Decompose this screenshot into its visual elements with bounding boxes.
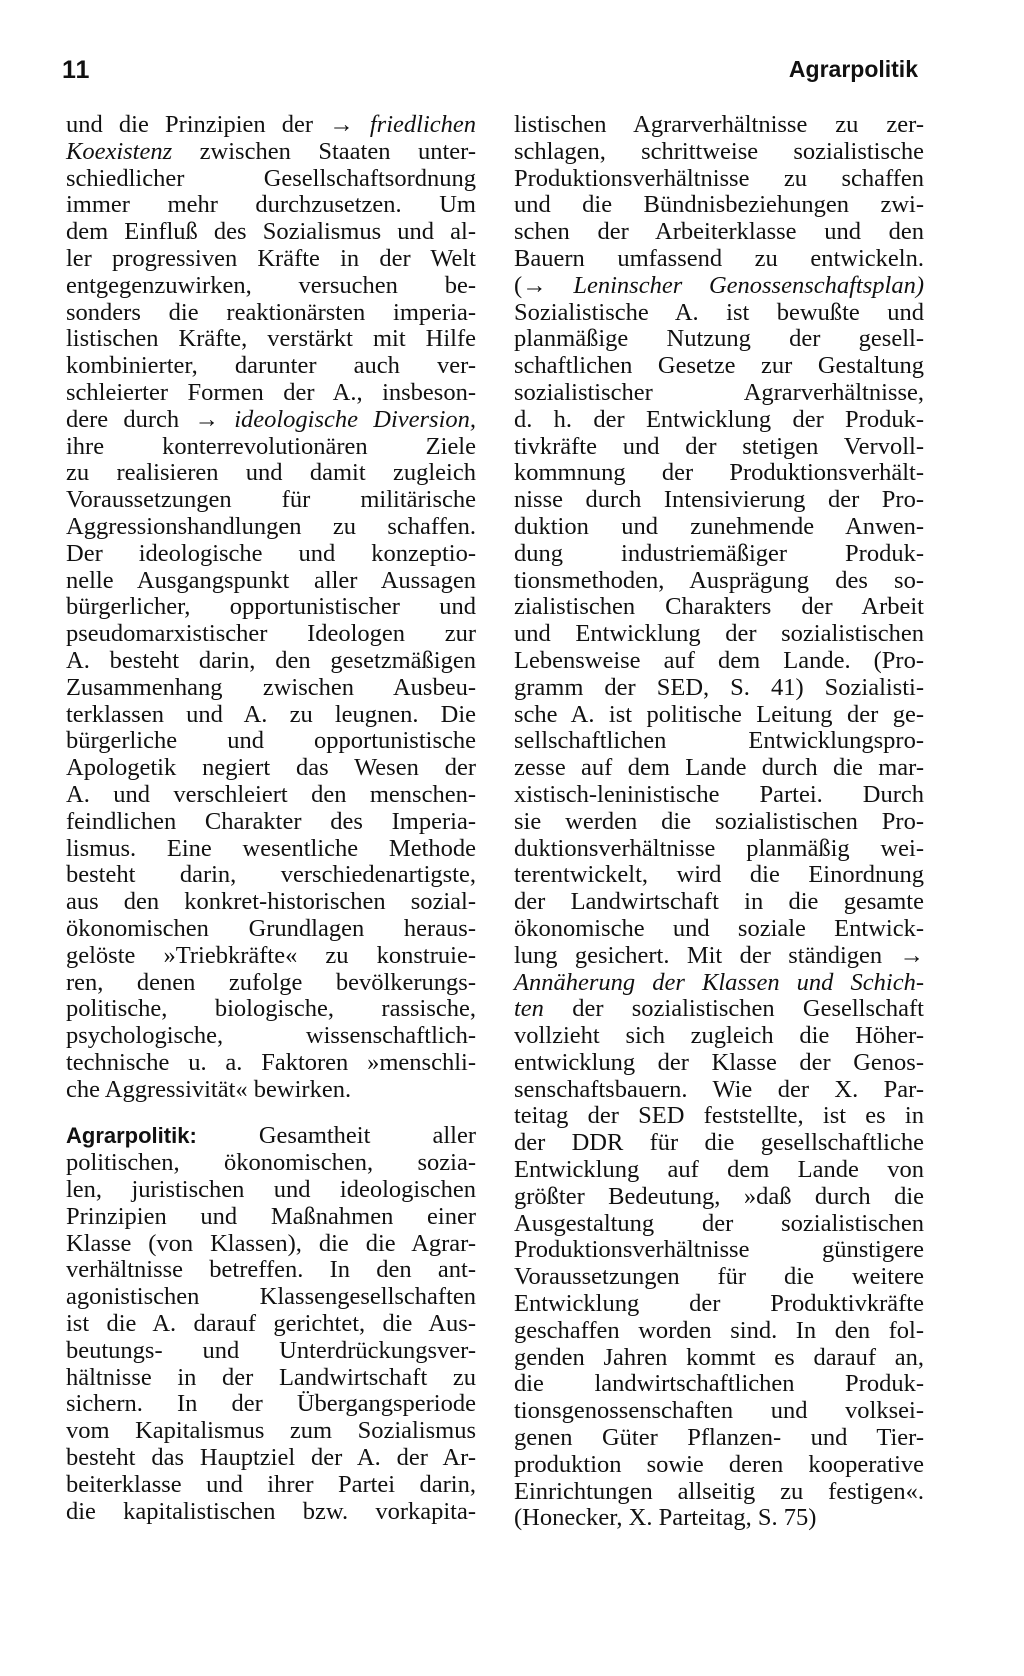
text-line (514, 970, 924, 997)
text-line: Entwicklung der Produktivkräfte (514, 1290, 924, 1318)
text-line: sonders die reaktionärsten imperia- (66, 298, 476, 326)
text-line: die kapitalistischen bzw. vorkapita- (66, 1497, 476, 1525)
cross-reference-term[interactable]: Leninscher Genossenschaftsplan) (573, 271, 924, 299)
cross-reference-arrow-icon: → (899, 941, 924, 969)
cross-reference-term[interactable]: Annäherung der Klassen und Schich- (514, 968, 924, 996)
text-line: sche A. ist politische Leitung der ge- (514, 700, 924, 728)
text-line: kommnung der Produktionsverhält- (514, 459, 924, 487)
text-line: und die Bündnisbeziehungen zwi- (514, 191, 924, 219)
text-line: d. h. der Entwicklung der Produk- (514, 405, 924, 433)
cross-reference-term[interactable]: Koexistenz (66, 137, 173, 165)
text-line: aus den konkret-historischen sozial- (66, 888, 476, 916)
text-line: nisse durch Intensivierung der Pro- (514, 486, 924, 514)
text-line: kombinierter, darunter auch ver- (66, 352, 476, 380)
text-line: dere durch → ideologische Diversion, (66, 405, 477, 433)
text-line: vom Kapitalismus zum Sozialismus (66, 1417, 476, 1445)
text-line: Klasse (von Klassen), die die Agrar- (66, 1229, 476, 1257)
text-line: gelöste »Triebkräfte« zu konstruie- (66, 941, 476, 969)
text-line: duktionsverhältnisse planmäßig wei- (514, 834, 924, 862)
text-line: feindlichen Charakter des Imperia- (66, 807, 476, 835)
right-column (514, 112, 924, 1532)
text-line: ökonomische und soziale Entwick- (514, 914, 924, 942)
text-line: bürgerlicher, opportunistischer und (66, 593, 476, 621)
text-line: terentwickelt, wird die Einordnung (514, 861, 924, 889)
text-line: hältnisse in der Landwirtschaft zu (66, 1363, 476, 1391)
text-line: und Entwicklung der sozialistischen (514, 620, 924, 648)
text-line: Zusammenhang zwischen Ausbeu- (66, 673, 476, 701)
text-line: größter Bedeutung, »daß durch die (514, 1182, 924, 1210)
cross-reference-term[interactable]: ten (514, 995, 544, 1023)
text-line: Der ideologische und konzeptio- (66, 539, 476, 567)
text-line: sellschaftlichen Entwicklungspro- (514, 727, 924, 755)
text-line: entgegenzuwirken, versuchen be- (66, 271, 476, 299)
text-line: ler progressiven Kräfte in der Welt (66, 244, 476, 272)
text-line: immer mehr durchzusetzen. Um (66, 191, 476, 219)
cross-reference-arrow-icon: → (194, 405, 219, 433)
text-line: Prinzipien und Maßnahmen einer (66, 1202, 476, 1230)
text-line: und die Prinzipien der → friedlichen (66, 111, 476, 138)
text-line: Aggressionshandlungen zu schaffen. (66, 512, 476, 540)
text-line: duktion und zunehmende Anwen- (514, 512, 924, 540)
text-line: tivkräfte und der stetigen Vervoll- (514, 432, 924, 460)
entry-heading-line: Agrarpolitik: Gesamtheit aller (66, 1122, 476, 1150)
text-line: Entwicklung auf dem Lande von (514, 1156, 924, 1184)
text-line: der DDR für die gesellschaftliche (514, 1129, 924, 1157)
cross-reference-arrow-icon: → (329, 111, 354, 138)
text-line: schen der Arbeiterklasse und den (514, 218, 924, 246)
text-line: nelle Ausgangspunkt aller Aussagen (66, 566, 476, 594)
text-line: pseudomarxistischer Ideologen zur (66, 620, 476, 648)
text-line: Voraussetzungen für militärische (66, 486, 476, 514)
text-line: ihre konterrevolutionären Ziele (66, 432, 476, 460)
text-line: der Landwirtschaft in die gesamte (514, 888, 924, 916)
text-line: genden Jahren kommt es darauf an, (514, 1343, 924, 1371)
text-line: ren, denen zufolge bevölkerungs- (66, 968, 476, 996)
text-line: lung gesichert. Mit der ständigen → (514, 941, 924, 969)
text-line: zu realisieren und damit zugleich (66, 459, 476, 487)
text-line: A. und verschleiert den menschen- (66, 780, 476, 808)
text-line: besteht das Hauptziel der A. der Ar- (66, 1444, 476, 1472)
text-line: teitag der SED feststellte, ist es in (514, 1102, 924, 1130)
running-head: Agrarpolitik (788, 56, 918, 82)
text-line: zesse auf dem Lande durch die mar- (514, 754, 924, 782)
text-line: verhältnisse betreffen. In den ant- (66, 1256, 476, 1284)
text-line: beutungs- und Unterdrückungsver- (66, 1336, 476, 1364)
text-line: produktion sowie deren kooperative (514, 1450, 924, 1478)
text-line: ökonomischen Grundlagen heraus- (66, 914, 476, 942)
text-line: len, juristischen und ideologischen (66, 1176, 476, 1204)
text-line: (Honecker, X. Parteitag, S. 75) (514, 1504, 817, 1532)
text-line: tionsmethoden, Ausprägung des so- (514, 566, 924, 594)
text-line: Voraussetzungen für die weitere (514, 1263, 924, 1291)
text-line: entwicklung der Klasse der Genos- (514, 1048, 924, 1076)
text-line: sozialistischer Agrarverhältnisse, (514, 378, 924, 406)
text-line: Produktionsverhältnisse günstigere (514, 1236, 924, 1264)
cross-reference-arrow-icon: → (522, 271, 547, 299)
text-line: beiterklasse und ihrer Partei darin, (66, 1470, 476, 1498)
text-line: schaftlichen Gesetze zur Gestaltung (514, 352, 924, 380)
text-line: gramm der SED, S. 41) Sozialisti- (514, 673, 924, 701)
text-line: (→ Leninscher Genossenschaftsplan) (514, 271, 924, 299)
text-line: A. besteht darin, den gesetzmäßigen (66, 646, 476, 674)
text-line: Koexistenz zwischen Staaten unter- (66, 137, 476, 165)
text-line: technische u. a. Faktoren »menschli- (66, 1048, 476, 1076)
text-line: senschaftsbauern. Wie der X. Par- (514, 1075, 924, 1103)
text-line: schlagen, schrittweise sozialistische (514, 137, 924, 165)
text-line: besteht darin, verschiedenartigste, (66, 861, 476, 889)
text-line: ist die A. darauf gerichtet, die Aus- (66, 1310, 476, 1338)
text-line: genen Güter Pflanzen- und Tier- (514, 1424, 924, 1452)
entry-lemma: Agrarpolitik: (66, 1123, 197, 1149)
text-line: zialistischen Charakters der Arbeit (514, 593, 924, 621)
text-line: psychologische, wissenschaftlich- (66, 1022, 476, 1050)
cross-reference-term[interactable]: friedlichen (369, 111, 476, 138)
text-line: agonistischen Klassengesellschaften (66, 1283, 476, 1311)
text-line: Apologetik negiert das Wesen der (66, 754, 476, 782)
text-line: schiedlicher Gesellschaftsordnung (66, 164, 476, 192)
text-line: terklassen und A. zu leugnen. Die (66, 700, 476, 728)
text-line: sie werden die sozialistischen Pro- (514, 807, 924, 835)
text-line: Einrichtungen allseitig zu festigen«. (514, 1477, 924, 1505)
text-line: Sozialistische A. ist bewußte und (514, 298, 924, 326)
text-line: lismus. Eine wesentliche Methode (66, 834, 476, 862)
text-line: schleierter Formen der A., insbeson- (66, 378, 476, 406)
text-line: Lebensweise auf dem Lande. (Pro- (514, 646, 924, 674)
entry-separator (66, 1103, 476, 1123)
text-line: Ausgestaltung der sozialistischen (514, 1209, 924, 1237)
text-line: vollzieht sich zugleich die Höher- (514, 1022, 924, 1050)
text-line: dung industriemäßiger Produk- (514, 539, 924, 567)
text-line: Produktionsverhältnisse zu schaffen (514, 164, 924, 192)
left-column (66, 112, 476, 1525)
text-line: die landwirtschaftlichen Produk- (514, 1370, 924, 1398)
text-line: sichern. In der Übergangsperiode (66, 1390, 476, 1418)
text-line: listischen Kräfte, verstärkt mit Hilfe (66, 325, 476, 353)
text-line: dem Einfluß des Sozialismus und al- (66, 218, 476, 246)
text-line: politische, biologische, rassische, (66, 995, 476, 1023)
text-line: xistisch-leninistische Partei. Durch (514, 780, 924, 808)
page-number: 11 (62, 56, 91, 84)
text-line: Bauern umfassend zu entwickeln. (514, 244, 924, 272)
text-line: bürgerliche und opportunistische (66, 727, 476, 755)
text-line: geschaffen worden sind. In den fol- (514, 1316, 924, 1344)
text-line: planmäßige Nutzung der gesell- (514, 325, 924, 353)
text-line: ten der sozialistischen Gesellschaft (514, 995, 924, 1023)
cross-reference-term[interactable]: ideologische Diversion, (234, 405, 477, 433)
text-line: tionsgenossenschaften und volksei- (514, 1397, 924, 1425)
text-line: che Aggressivität« bewirken. (66, 1075, 352, 1103)
text-line: politischen, ökonomischen, sozia- (66, 1149, 476, 1177)
text-line: listischen Agrarverhältnisse zu zer- (514, 111, 924, 138)
